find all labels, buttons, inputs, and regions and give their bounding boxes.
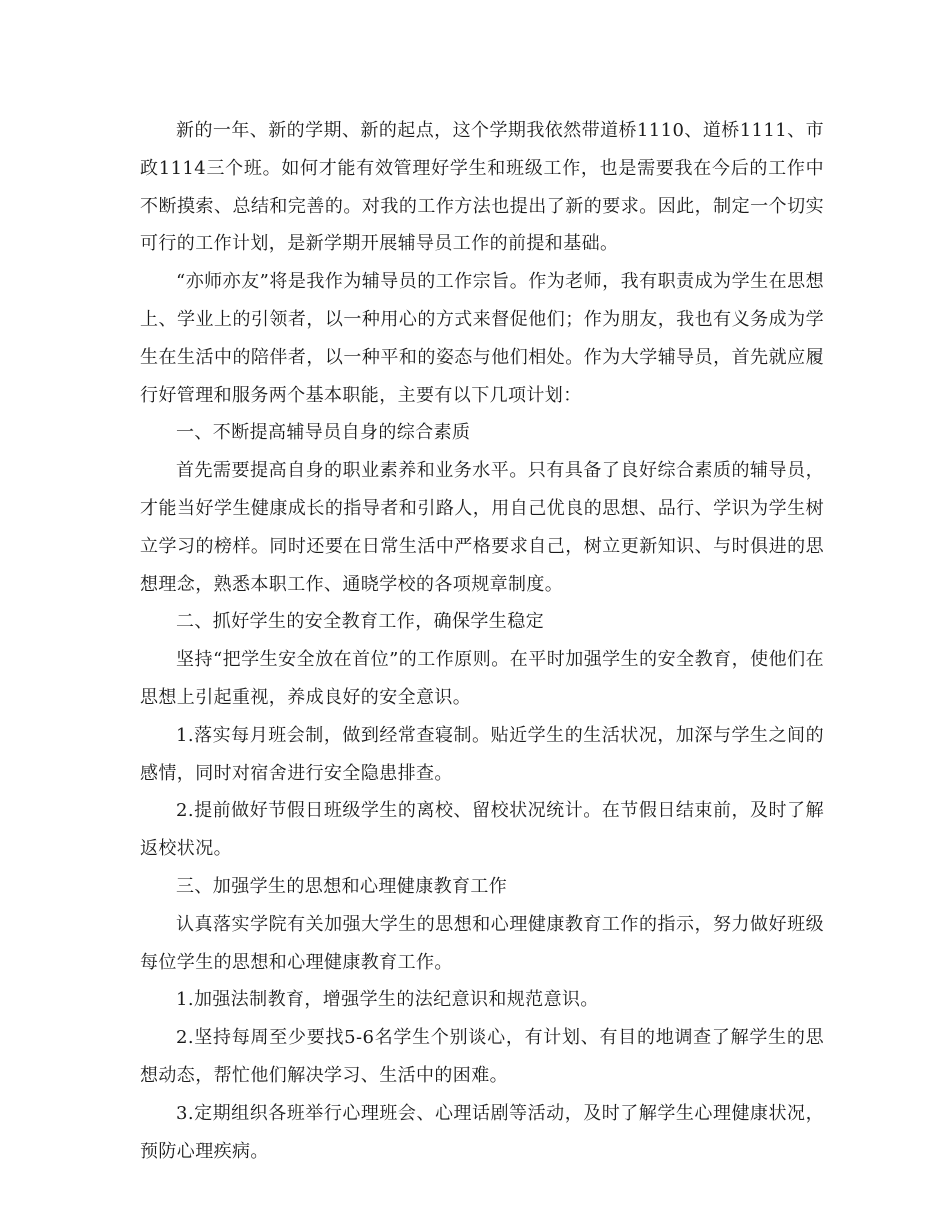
document-page	[140, 112, 824, 1170]
list-item-2-2: 2.提前做好节假日班级学生的离校、留校状况统计。在节假日结束前，及时了解返校状况。	[140, 800, 824, 860]
list-item-3-1: 1.加强法制教育，增强学生的法纪意识和规范意识。	[176, 989, 599, 1011]
paragraph-section-2: 坚持“把学生安全放在首位”的工作原则。在平时加强学生的安全教育，使他们在思想上引起重视，养成良好的安全意识。	[140, 649, 824, 708]
paragraph-section-1: 首先需要提高自身的职业素养和业务水平。只有具备了良好综合素质的辅导员，才能当好学生健康成长的指导者和引路人，用自己优良的思想、品行、学识为学生树立学习的榜样。同时还要在日常生活中严格要求自己，树立更新知识、与时俱进的思想理念，熟悉本职工作、通晓学校的各项规章制度。	[140, 460, 824, 595]
section-heading-3: 三、加强学生的思想和心理健康教育工作	[176, 875, 508, 897]
section-heading-2: 二、抓好学生的安全教育工作，确保学生稳定	[176, 611, 544, 633]
list-item-3-3: 3.定期组织各班举行心理班会、心理话剧等活动，及时了解学生心理健康状况，预防心理疾病。	[140, 1102, 824, 1162]
paragraph-section-3: 认真落实学院有关加强大学生的思想和心理健康教育工作的指示，努力做好班级每位学生的思想和心理健康教育工作。	[140, 913, 824, 973]
paragraph-intro: 新的一年、新的学期、新的起点，这个学期我依然带道桥1110、道桥1111、市政1114三个班。如何才能有效管理好学生和班级工作，也是需要我在今后的工作中不断摸索、总结和完善的。对我的工作方法也提出了新的要求。因此，制定一个切实可行的工作计划，是新学期开展辅导员工作的前提和基础。	[140, 120, 824, 255]
paragraph-work-principle: “亦师亦友”将是我作为辅导员的工作宗旨。作为老师，我有职责成为学生在思想上、学业上的引领者，以一种用心的方式来督促他们；作为朋友，我也有义务成为学生在生活中的陪伴者，以一种平和的姿态与他们相处。作为大学辅导员，首先就应履行好管理和服务两个基本职能，主要有以下几项计划：	[140, 271, 824, 406]
list-item-2-1: 1.落实每月班会制，做到经常查寝制。贴近学生的生活状况，加深与学生之间的感情，同时对宿舍进行安全隐患排查。	[140, 724, 824, 784]
list-item-3-2: 2.坚持每周至少要找5-6名学生个别谈心，有计划、有目的地调查了解学生的思想动态，帮忙他们解决学习、生活中的困难。	[140, 1027, 824, 1086]
section-heading-1: 一、不断提高辅导员自身的综合素质	[176, 422, 471, 444]
